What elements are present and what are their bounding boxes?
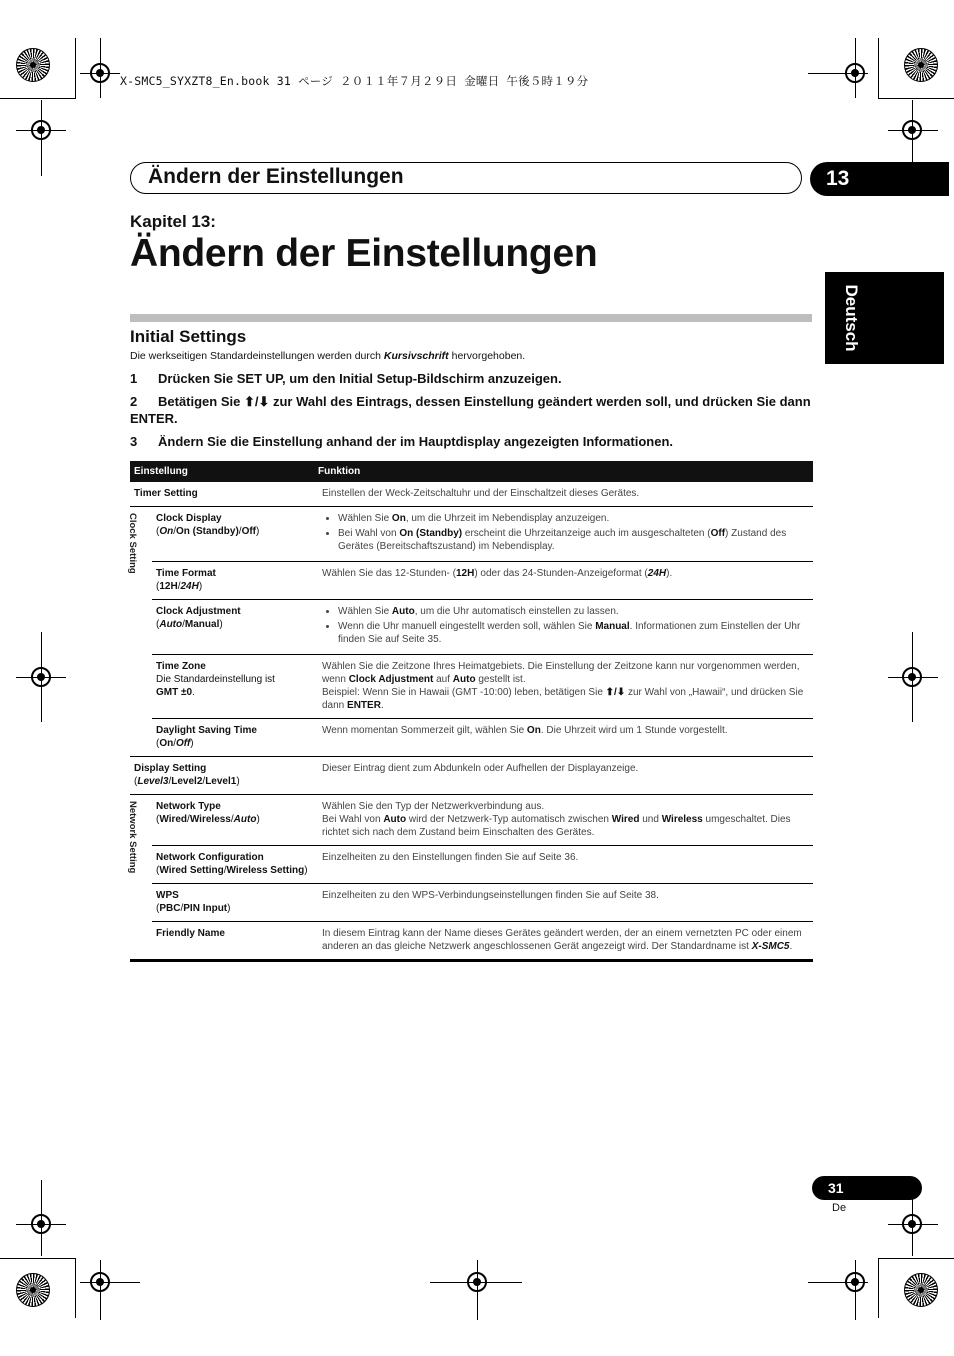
registration-rosette-icon bbox=[904, 1273, 938, 1307]
crosshair-icon bbox=[31, 120, 51, 140]
section-title: Initial Settings bbox=[130, 327, 247, 346]
group-network-setting: Network Setting bbox=[130, 795, 152, 961]
up-down-arrow-icon: ⬆/⬇ bbox=[243, 394, 270, 409]
page-title: Ändern der Einstellungen bbox=[130, 232, 598, 275]
registration-rosette-icon bbox=[16, 1273, 50, 1307]
registration-rosette-icon bbox=[904, 48, 938, 82]
crosshair-icon bbox=[31, 667, 51, 687]
chapter-number-badge: 13 bbox=[810, 162, 949, 196]
table-row: Network Configuration (Wired Setting/Wireless Setting) Einzelheiten zu den Einstellungen finden Sie auf Seite 36. bbox=[130, 846, 813, 884]
table-row: Timer Setting Einstellen der Weck-Zeitschaltuhr und der Einschaltzeit dieses Gerätes. bbox=[130, 482, 813, 507]
table-row: Clock Setting Clock Display (On/On (Standby)/Off) • Wählen Sie On, um die Uhrzeit im Nebendisplay anzuzeigen. • Bei Wahl von On (Standby) erscheint die Uhrzeitanzeige auch im ausgeschalteten (Off) Zustand des Gerätes (Bereitschaftszustand) im Nebendisplay. bbox=[130, 507, 813, 562]
section-divider bbox=[130, 314, 812, 322]
page-number: 31 bbox=[812, 1176, 922, 1200]
language-side-tab-label: Deutsch bbox=[842, 284, 861, 352]
file-info: X-SMC5_SYXZT8_En.book 31 ページ ２０１１年７月２９日 金曜日 午後５時１９分 bbox=[120, 74, 589, 88]
table-row: Display Setting (Level3/Level2/Level1) Dieser Eintrag dient zum Abdunkeln oder Aufhellen der Displayanzeige. bbox=[130, 757, 813, 795]
registration-rosette-icon bbox=[16, 48, 50, 82]
chapter-label: Kapitel 13: bbox=[130, 212, 216, 231]
column-header-function: Funktion bbox=[314, 461, 813, 482]
up-down-arrow-icon: ⬆/⬇ bbox=[605, 687, 626, 698]
crosshair-icon bbox=[902, 120, 922, 140]
table-row: WPS (PBC/PIN Input) Einzelheiten zu den WPS-Verbindungseinstellungen finden Sie auf Seite 38. bbox=[130, 884, 813, 922]
crosshair-icon bbox=[90, 1272, 110, 1292]
table-row: Time Format (12H/24H) Wählen Sie das 12-Stunden- (12H) oder das 24-Stunden-Anzeigeformat (24H). bbox=[130, 562, 813, 600]
step-2: 2 Betätigen Sie ⬆/⬇ zur Wahl des Eintrags, dessen Einstellung geändert werden soll, und drücken Sie dann ENTER. bbox=[130, 394, 811, 426]
table-row: Network Setting Network Type (Wired/Wireless/Auto) Wählen Sie den Typ der Netzwerkverbindung aus. Bei Wahl von Auto wird der Netzwerk-Typ automatisch zwischen Wired und Wireless umgeschaltet. Dies richtet sich nach dem Zustand beim Einschalten des Gerätes. bbox=[130, 795, 813, 846]
settings-table bbox=[127, 461, 813, 962]
step-1: 1 Drücken Sie SET UP, um den Initial Setup-Bildschirm anzuzeigen. bbox=[130, 371, 562, 386]
section-intro: Die werkseitigen Standardeinstellungen werden durch Kursivschrift hervorgehoben. bbox=[130, 350, 526, 362]
table-row: Clock Adjustment (Auto/Manual) • Wählen Sie Auto, um die Uhr automatisch einstellen zu lassen. • Wenn die Uhr manuell eingestellt werden soll, wählen Sie Manual. Informationen zum Einstellen der Uhr finden Sie auf Seite 35. bbox=[130, 600, 813, 655]
crosshair-icon bbox=[845, 63, 865, 83]
column-header-setting: Einstellung bbox=[130, 461, 314, 482]
language-code: De bbox=[832, 1202, 847, 1214]
crosshair-icon bbox=[90, 63, 110, 83]
table-row: Friendly Name In diesem Eintrag kann der Name dieses Gerätes geändert werden, der an einem vernetzten PC oder einem anderen an das gleiche Netzwerk angeschlossenen Gerät angezeigt wird. Der Standardname ist X-SMC5. bbox=[130, 922, 813, 961]
group-clock-setting: Clock Setting bbox=[130, 507, 152, 757]
crosshair-icon bbox=[902, 1214, 922, 1234]
header-title: Ändern der Einstellungen bbox=[148, 165, 404, 188]
crosshair-icon bbox=[902, 667, 922, 687]
crosshair-icon bbox=[467, 1272, 487, 1292]
crosshair-icon bbox=[31, 1214, 51, 1234]
table-row: Daylight Saving Time (On/Off) Wenn momentan Sommerzeit gilt, wählen Sie On. Die Uhrzeit wird um 1 Stunde vorgestellt. bbox=[130, 719, 813, 757]
table-header-row bbox=[130, 461, 813, 482]
step-3: 3 Ändern Sie die Einstellung anhand der im Hauptdisplay angezeigten Informationen. bbox=[130, 434, 674, 449]
table-row: Time Zone Die Standardeinstellung ist GMT ±0. Wählen Sie die Zeitzone Ihres Heimatgebiets. Die Einstellung der Zeitzone kann nur vorgenommen werden, wenn Clock Adjustment auf Auto gestellt ist. Beispiel: Wenn Sie in Hawaii (GMT -10:00) leben, betätigen Sie ⬆/⬇ zur Wahl von „Hawaii“, und drücken Sie dann ENTER. bbox=[130, 655, 813, 719]
crosshair-icon bbox=[845, 1272, 865, 1292]
